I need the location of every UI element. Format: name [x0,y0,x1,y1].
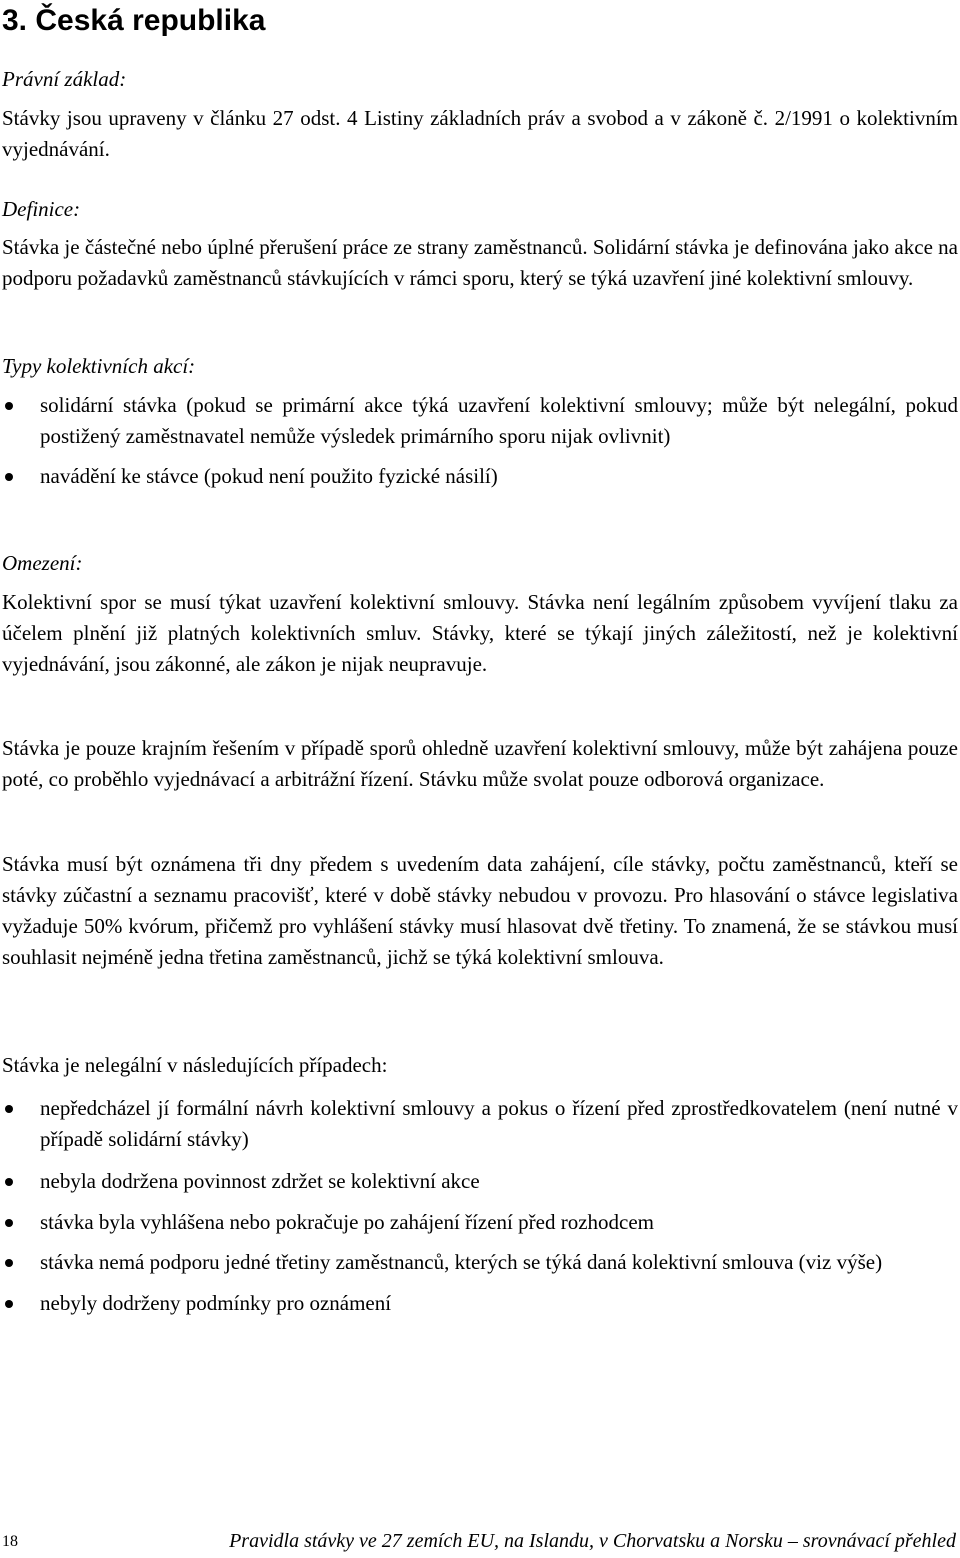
list-item-text: navádění ke stávce (pokud není použito fyzické násilí) [40,464,498,488]
bullet-icon [5,402,13,410]
list-item [0,1288,958,1319]
text-omezeni-1: Kolektivní spor se musí týkat uzavření kolektivní smlouvy. Stávka není legálním způsobem vyvíjení tlaku za účelem plnění již platných kolektivních smluv. Stávky, které se týkají jiných záležitostí, než je kolektivní vyjednávání, jsou zákonné, ale zákon je nijak neupravuje. [2,590,958,676]
list-item-text: stávka byla vyhlášena nebo pokračuje po zahájení řízení před rozhodcem [40,1210,654,1234]
text-pravni-zaklad: Stávky jsou upraveny v článku 27 odst. 4 Listiny základních práv a svobod a v zákoně č. 2/1991 o kolektivním vyjednávání. [2,106,958,161]
bullet-icon [5,1259,13,1267]
page-number: 18 [2,1533,18,1550]
list-item-text: nebyla dodržena povinnost zdržet se kolektivní akce [40,1169,480,1193]
page-title: 3. Česká republika [2,4,266,37]
list-item [0,390,958,452]
list-item [0,1093,958,1155]
label-pravni-zaklad: Právní základ: [2,67,127,91]
list-item [0,1166,958,1197]
list-item-text: nebyly dodrženy podmínky pro oznámení [40,1291,392,1315]
list-item-text: solidární stávka (pokud se primární akce týká uzavření kolektivní smlouvy; může být nelegální, pokud postižený zaměstnavatel nemůže výsledek primárního sporu nijak ovlivnit) [40,393,958,448]
list-item-text: nepředcházel jí formální návrh kolektivní smlouvy a pokus o řízení před zprostředkovatelem (není nutné v případě solidární stávky) [40,1096,958,1151]
label-definice: Definice: [2,197,81,221]
bullet-icon [5,1300,13,1308]
list-item-text: stávka nemá podporu jedné třetiny zaměstnanců, kterých se týká daná kolektivní smlouva (viz výše) [40,1250,883,1274]
list-typy-akci [0,390,958,492]
page-footer [0,1530,958,1558]
list-item [0,1207,958,1238]
text-nelegalni-intro: Stávka je nelegální v následujících případech: [2,1053,388,1077]
label-omezeni: Omezení: [2,551,83,575]
bullet-icon [5,473,13,481]
text-definice: Stávka je částečné nebo úplné přerušení práce ze strany zaměstnanců. Solidární stávka je definována jako akce na podporu požadavků zaměstnanců stávkujících v rámci sporu, který se týká uzavření jiné kolektivní smlouvy. [2,235,958,290]
bullet-icon [5,1219,13,1227]
list-item [0,1247,958,1278]
list-nelegalni [0,1093,958,1319]
text-omezeni-3: Stávka musí být oznámena tři dny předem s uvedením data zahájení, cíle stávky, počtu zaměstnanců, kteří se stávky zúčastní a seznamu pracovišť, které v době stávky nebudou v provozu. Pro hlasování o stávce legislativa vyžaduje 50% kvórum, přičemž pro vyhlášení stávky musí hlasovat dvě třetiny. To znamená, že se stávkou musí souhlasit nejméně jedna třetina zaměstnanců, jichž se týká kolektivní smlouva. [2,852,958,969]
footer-title: Pravidla stávky ve 27 zemích EU, na Islandu, v Chorvatsku a Norsku – srovnávací přehled [229,1530,956,1552]
list-item [0,461,958,492]
bullet-icon [5,1178,13,1186]
label-typy-akci: Typy kolektivních akcí: [2,354,196,378]
text-omezeni-2: Stávka je pouze krajním řešením v případě sporů ohledně uzavření kolektivní smlouvy, může být zahájena pouze poté, co proběhlo vyjednávací a arbitrážní řízení. Stávku může svolat pouze odborová organizace. [2,736,958,791]
bullet-icon [5,1105,13,1113]
